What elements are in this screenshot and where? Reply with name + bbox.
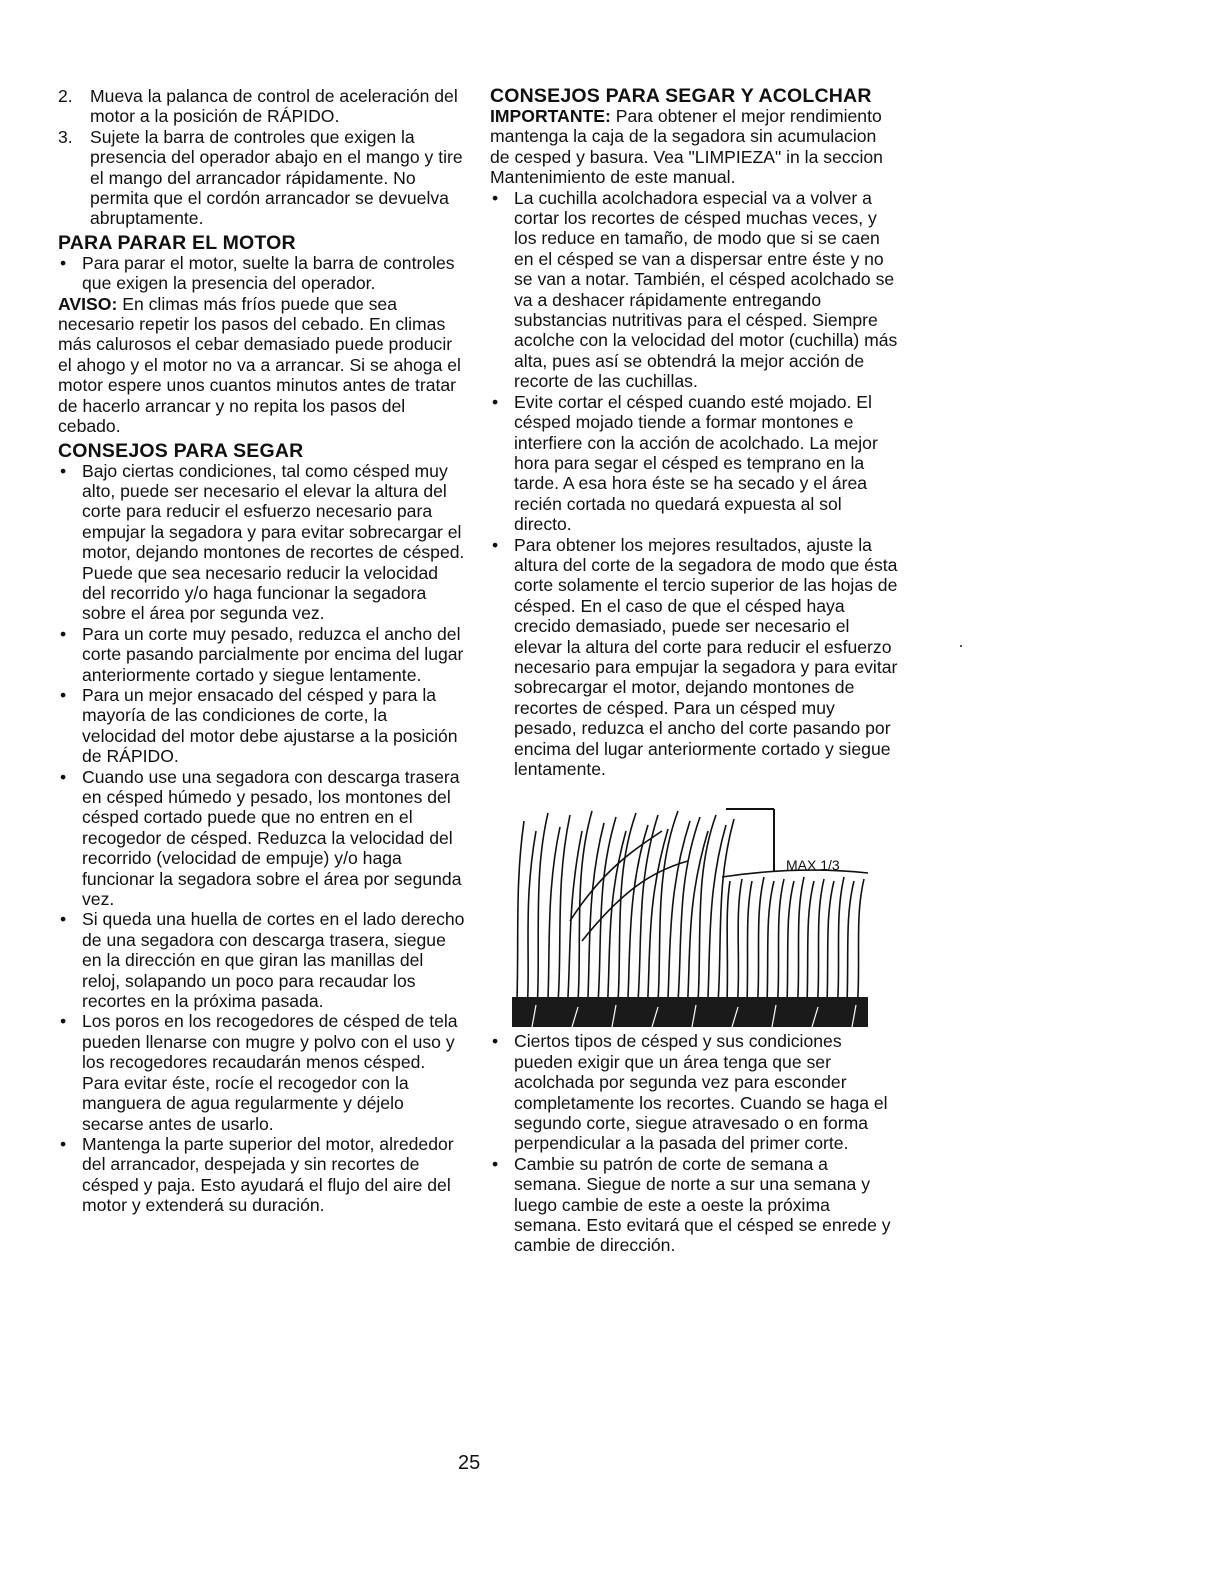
max-height-label: MAX 1/3 (786, 857, 840, 874)
list-item: • Mantenga la parte superior del motor, alrededor del arrancador, despejada y sin recortes de césped y paja. Esto ayudará el flujo del aire del motor y extenderá su duración. (58, 1134, 466, 1216)
scan-speck (960, 645, 962, 647)
list-item: • Para obtener los mejores resultados, ajuste la altura del corte de la segadora de modo que ésta corte solamente el tercio superior de las hojas de césped. En el caso de que el césped haya crecido demasiado, puede ser necesario el elevar la altura del corte para reducir el esfuerzo necesario para empujar la segadora y para evitar sobrecargar el motor, dejando montones de recortes de césped. Para un césped muy pesado, reduzca el ancho del corte pasando por encima del lugar anteriormente cortado y siegue lentamente. (490, 535, 898, 780)
acolchar-bullets-continued (490, 1031, 898, 1255)
list-item (58, 127, 466, 229)
acolchar-bullets (490, 188, 898, 780)
section-heading-consejos-segar: CONSEJOS PARA SEGAR (58, 439, 304, 462)
section-heading-segar-acolchar: CONSEJOS PARA SEGAR Y ACOLCHAR (490, 85, 872, 107)
importante-label: IMPORTANTE: (490, 106, 611, 126)
start-steps-list (58, 86, 466, 229)
segar-bullets (58, 461, 466, 1216)
list-item: • La cuchilla acolchadora especial va a volver a cortar los recortes de césped muchas veces, y los reduce en tamaño, de modo que si se caen en el césped se van a dispersar entre éste y no se van a notar. También, el césped acolchado se va a deshacer rápidamente entregando substancias nutritivas para el césped. Siempre acolche con la velocidad del motor (cuchilla) más alta, pues así se obtendrá la mejor acción de recorte de las cuchillas. (490, 188, 898, 392)
importante-paragraph (490, 106, 898, 188)
aviso-paragraph (58, 294, 466, 437)
grass-illustration (512, 801, 872, 1031)
step-text: Sujete la barra de controles que exigen la presencia del operador abajo en el mango y tire el mango del arrancador rápidamente. No permita que el cordón arrancador se devuelva abruptamente. (90, 126, 463, 229)
list-item: • Para un corte muy pesado, reduzca el ancho del corte pasando parcialmente por encima del lugar anteriormente cortado y siegue lentamente. (58, 624, 466, 685)
step-number: 3. (58, 126, 73, 147)
list-item: • Para parar el motor, suelte la barra de controles que exigen la presencia del operador. (58, 253, 466, 294)
parar-bullets (58, 253, 466, 294)
list-item: • Bajo ciertas condiciones, tal como césped muy alto, puede ser necesario el elevar la altura del corte para reducir el esfuerzo necesario para empujar la segadora y para evitar sobrecargar el motor, dejando montones de recortes de césped. Puede que sea necesario reducir la velocidad del recorrido y/o haga funcionar la segadora sobre el área por segunda vez. (58, 461, 466, 624)
step-text: Mueva la palanca de control de aceleración del motor a la posición de RÁPIDO. (90, 86, 458, 127)
importante-text: Para obtener el mejor rendimiento mantenga la caja de la segadora sin acumulacion de cesped y basura. Vea "LIMPIEZA" in la seccion Mantenimiento de este manual. (490, 106, 883, 188)
list-item: • Si queda una huella de cortes en el lado derecho de una segadora con descarga trasera, siegue en la dirección en que giran las manillas del reloj, solapando un poco para recaudar los recortes en la próxima pasada. (58, 909, 466, 1011)
list-item (58, 86, 466, 127)
list-item: • Cambie su patrón de corte de semana a semana. Siegue de norte a sur una semana y luego cambie de este a oeste la próxima semana. Esto evitará que el césped se enrede y cambie de dirección. (490, 1154, 898, 1256)
list-item: • Para un mejor ensacado del césped y para la mayoría de las condiciones de corte, la velocidad del motor debe ajustarse a la posición de RÁPIDO. (58, 685, 466, 767)
list-item: • Evite cortar el césped cuando esté mojado. El césped mojado tiende a formar montones e interfiere con la acción de acolchado. La mejor hora para segar el césped es temprano en la tarde. A esa hora éste se ha secado y el área recién cortada no quedará expuesta al sol directo. (490, 392, 898, 535)
grass-height-figure (490, 801, 898, 1031)
left-column (58, 86, 466, 1216)
list-item: • Ciertos tipos de césped y sus condiciones pueden exigir que un área tenga que ser acolchada por segunda vez para esconder completamente los recortes. Cuando se haga el segundo corte, siegue atravesado o en forma perpendicular a la pasada del primer corte. (490, 1031, 898, 1153)
aviso-text: En climas más fríos puede que sea necesario repetir los pasos del cebado. En climas más calurosos el cebar demasiado puede producir el ahogo y el motor no va a arrancar. Si se ahoga el motor espere unos cuantos minutos antes de tratar de hacerlo arrancar y no repita los pasos del cebado. (58, 293, 461, 437)
right-column (490, 86, 898, 1256)
step-number: 2. (58, 86, 73, 106)
aviso-label: AVISO: (58, 293, 118, 314)
section-heading-parar-motor: PARA PARAR EL MOTOR (58, 231, 296, 254)
list-item: • Los poros en los recogedores de césped de tela pueden llenarse con mugre y polvo con el uso y los recogedores recaudarán menos césped. Para evitar éste, rocíe el recogedor con la manguera de agua regularmente y déjelo secarse antes de usarlo. (58, 1011, 466, 1133)
list-item: • Cuando use una segadora con descarga trasera en césped húmedo y pesado, los montones del césped cortado puede que no entren en el recogedor de césped. Reduzca la velocidad del recorrido (velocidad de empuje) y/o haga funcionar la segadora sobre el área por segunda vez. (58, 767, 466, 910)
page-number: 25 (458, 1452, 481, 1474)
